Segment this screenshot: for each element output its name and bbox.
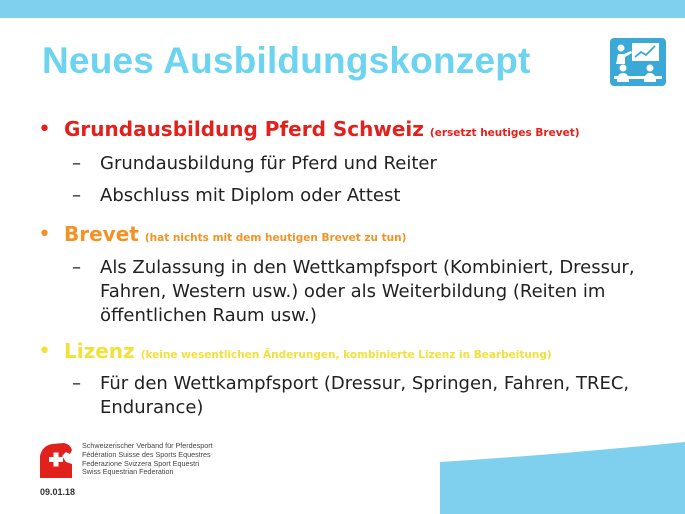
section-note: (ersetzt heutiges Brevet): [429, 127, 580, 139]
sub-item: – Als Zulassung in den Wettkampfsport (Kombiniert, Dressur, Fahren, Western usw.) oder als Weiterbildung (Reiten im öffentlichen Raum usw.): [72, 257, 635, 326]
bullet-dot: •: [38, 222, 51, 247]
organization-name: Schweizerischer Verband für Pferdesport Fédération Suisse des Sports Equestres Federazione Svizzera Sport Equestri Swiss Equestrian Federation: [82, 441, 213, 477]
swiss-horse-logo-icon: [36, 440, 76, 480]
section-heading: Lizenz: [64, 339, 135, 363]
bullet-dot: •: [38, 339, 51, 364]
section-heading: Grundausbildung Pferd Schweiz: [64, 117, 424, 141]
section-brevet: [38, 222, 406, 247]
sub-item: – Abschluss mit Diplom oder Attest: [72, 185, 401, 206]
classroom-presentation-icon: [610, 38, 666, 86]
decorative-wave: [400, 420, 685, 514]
slide-date: 09.01.18: [40, 487, 76, 497]
section-lizenz: [38, 339, 552, 364]
sub-item: – Grundausbildung für Pferd und Reiter: [72, 153, 437, 174]
sub-item: – Für den Wettkampfsport (Dressur, Springen, Fahren, TREC, Endurance): [72, 373, 630, 418]
section-grundausbildung: [38, 117, 580, 142]
top-accent-bar: [0, 0, 685, 18]
section-note: (keine wesentlichen Änderungen, kombinierte Lizenz in Bearbeitung): [140, 349, 552, 361]
slide-title: Neues Ausbildungskonzept: [42, 40, 531, 81]
bullet-dot: •: [38, 117, 51, 142]
section-note: (hat nichts mit dem heutigen Brevet zu tun): [144, 232, 407, 244]
section-heading: Brevet: [64, 222, 139, 246]
